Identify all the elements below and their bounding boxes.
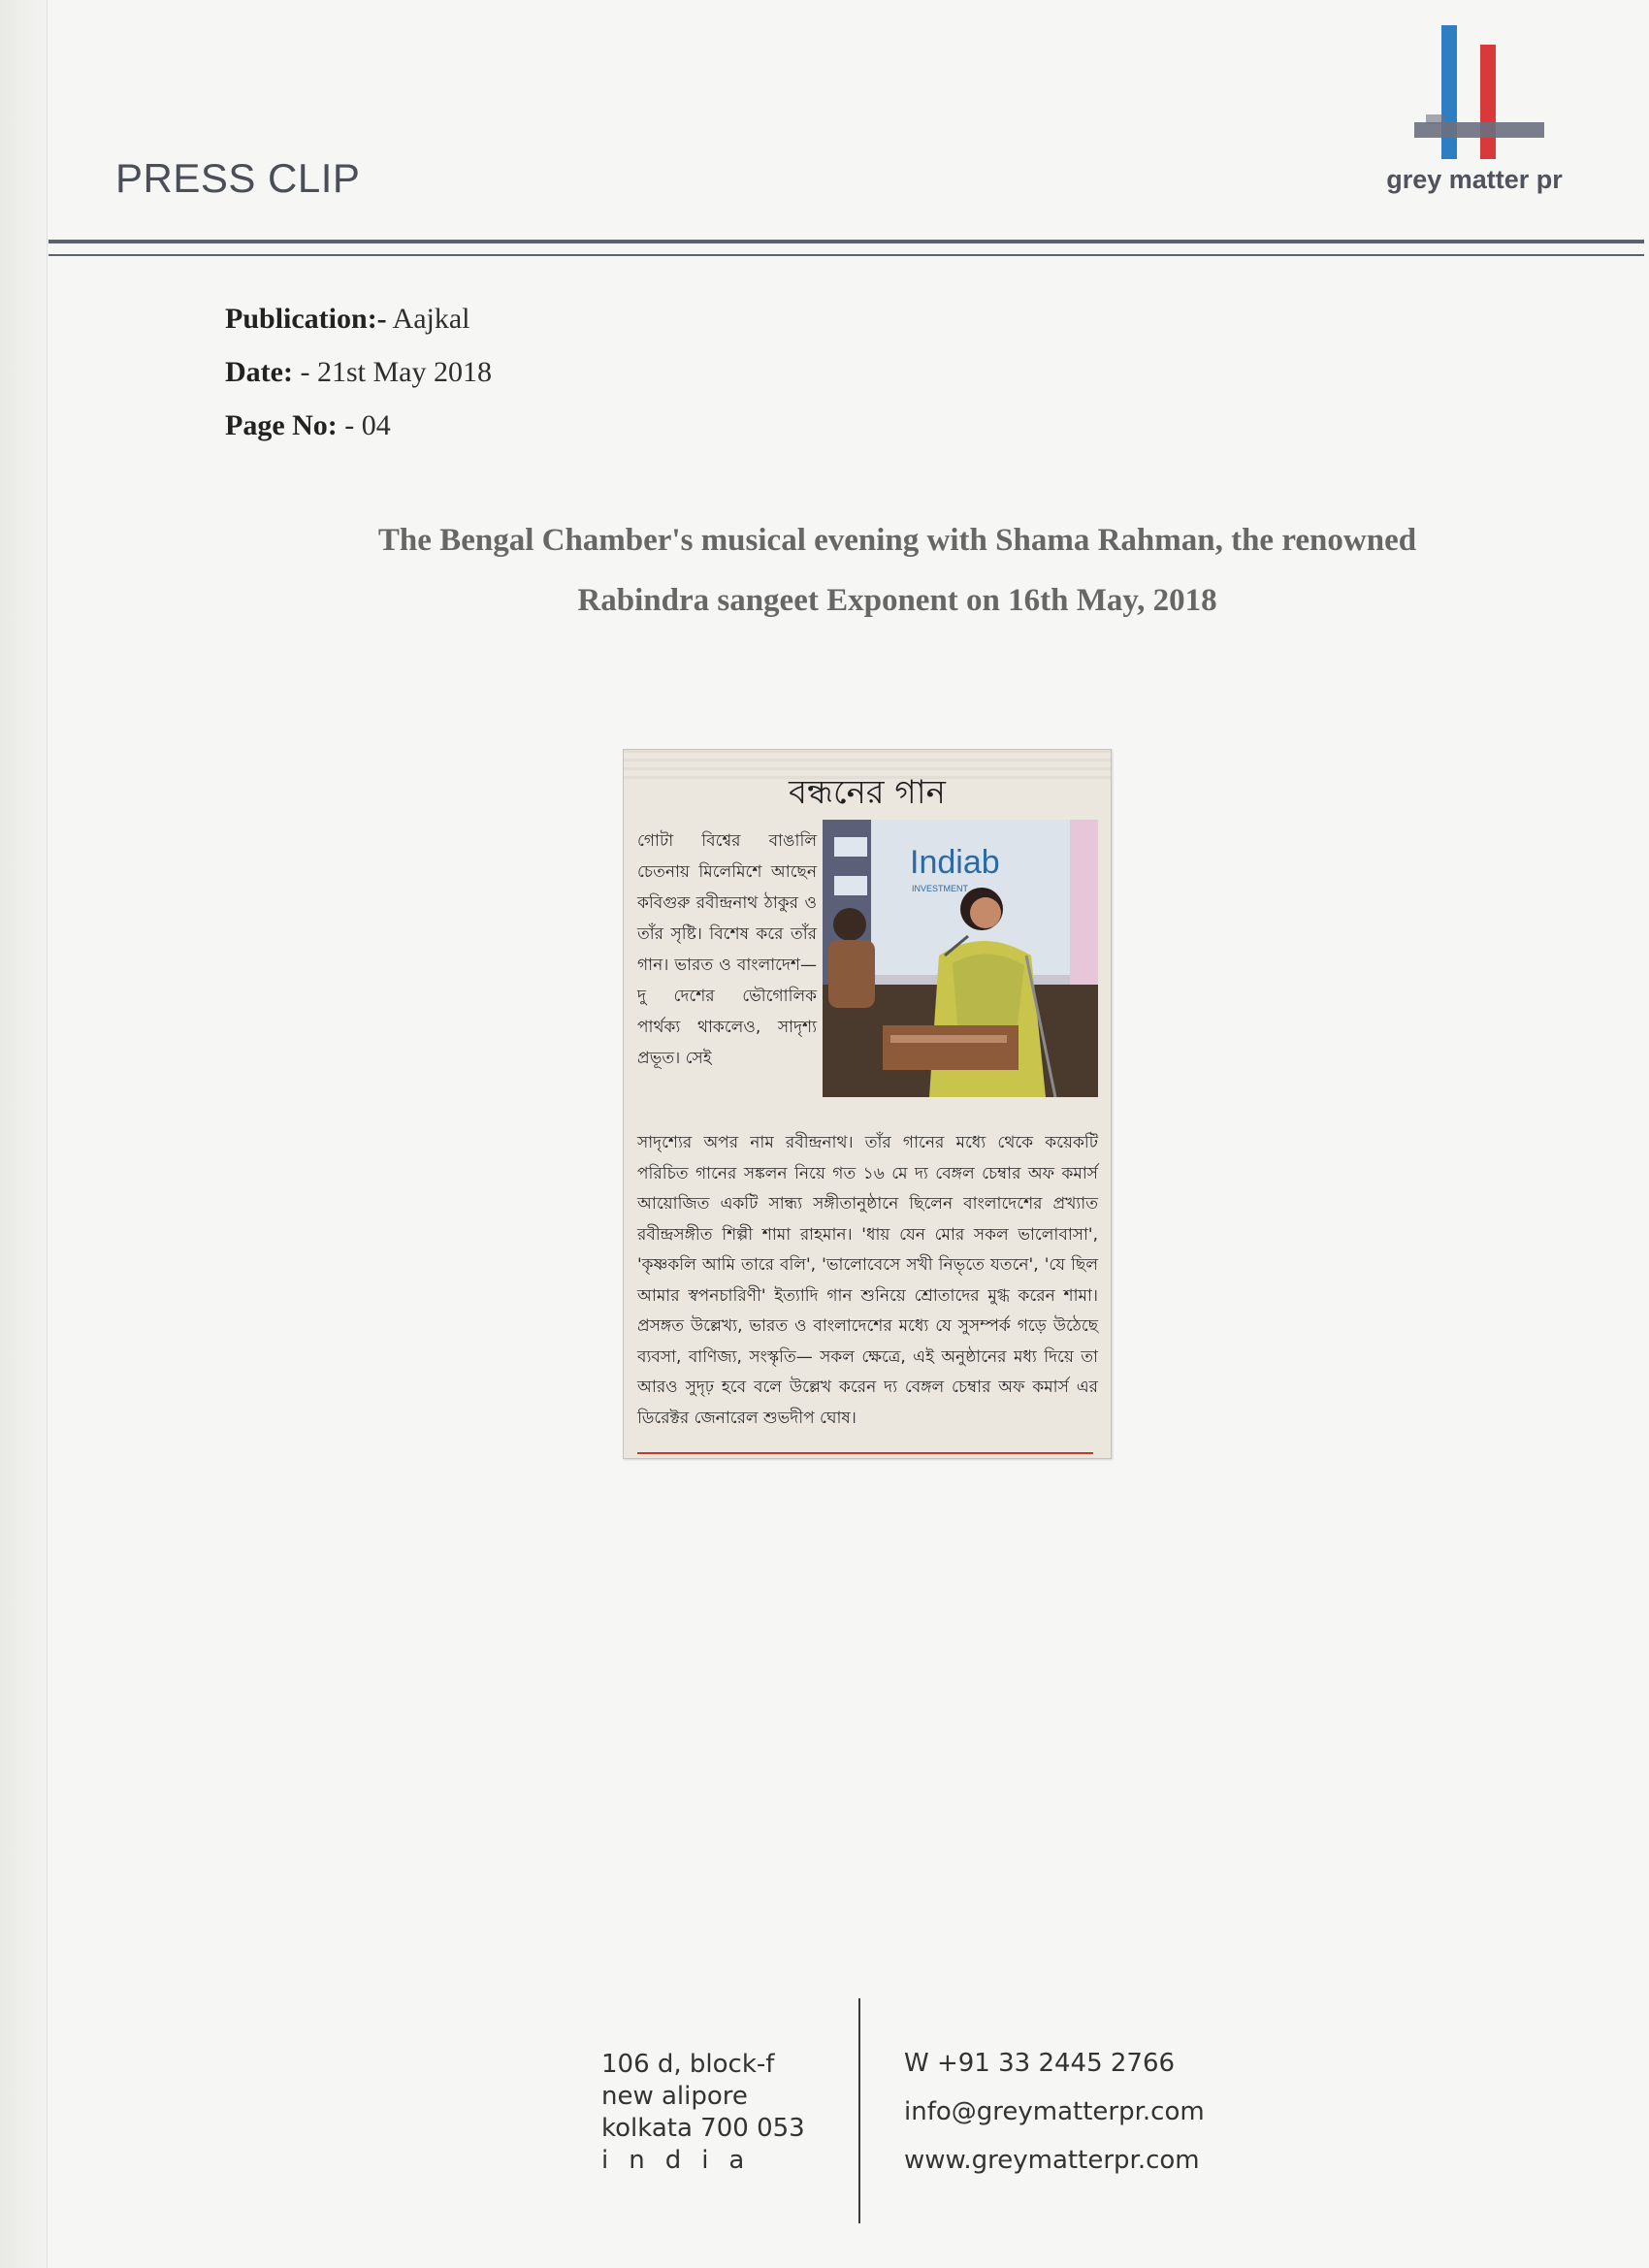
headline-line-1: The Bengal Chamber's musical evening with Shama Rahman, the renowned: [377, 523, 1417, 558]
clipping-column-text: গোটা বিশ্বের বাঙালি চেতনায় মিলেমিশে আছেন কবিগুরু রবীন্দ্রনাথ ঠাকুর ও তাঁর সৃষ্টি। বিশেষ করে তাঁর গান। ভারত ও বাংলাদেশ— দু দেশের ভৌগোলিক পার্থক্য থাকলেও, সাদৃশ্য প্রভূত। সেই: [637, 831, 817, 1068]
footer-phone: W +91 33 2445 2766: [904, 2049, 1176, 2078]
header-rule-thick: [48, 240, 1644, 243]
logo-mark-icon: [1377, 21, 1571, 167]
publication-value: Aajkal: [392, 303, 470, 335]
photo-banner-text: Indiab: [910, 844, 1000, 881]
publication-label: Publication:-: [225, 303, 387, 335]
date-line: [225, 356, 492, 389]
address-line-1: 106 d, block-f: [601, 2050, 775, 2079]
address-line-3: kolkata 700 053: [601, 2114, 805, 2143]
address-line-4: india: [601, 2146, 765, 2175]
footer-divider: [858, 1998, 860, 2223]
clipping-photo: [823, 820, 1098, 1097]
photo-banner-subtext: INVESTMENT: [912, 884, 969, 893]
date-label: Date:: [225, 356, 293, 388]
grey-matter-logo: [1377, 21, 1571, 201]
newspaper-clipping: [623, 749, 1112, 1459]
clip-headline: [155, 510, 1639, 631]
footer-website[interactable]: www.greymatterpr.com: [904, 2146, 1200, 2175]
page-title: PRESS CLIP: [115, 155, 361, 201]
clipping-underline: [637, 1452, 1093, 1454]
page-number-line: [225, 409, 391, 442]
logo-wordmark: grey matter pr: [1386, 165, 1563, 194]
footer-address: [601, 2049, 805, 2177]
performer-photo-image: [823, 820, 1098, 1097]
headline-line-2: Rabindra sangeet Exponent on 16th May, 2018: [577, 583, 1217, 618]
header-rule-thin: [48, 254, 1644, 256]
page-number-value: - 04: [344, 409, 391, 441]
page-number-label: Page No:: [225, 409, 338, 441]
address-line-2: new alipore: [601, 2082, 748, 2111]
scan-left-edge: [0, 0, 48, 2268]
date-value: - 21st May 2018: [300, 356, 492, 388]
footer-email[interactable]: info@greymatterpr.com: [904, 2097, 1205, 2126]
publication-line: [225, 303, 470, 336]
clipping-heading: বন্ধনের গান: [789, 773, 946, 812]
clipping-body-text: সাদৃশ্যের অপর নাম রবীন্দ্রনাথ। তাঁর গানের মধ্যে থেকে কয়েকটি পরিচিত গানের সঙ্কলন নিয়ে গত ১৬ মে দ্য বেঙ্গল চেম্বার অফ কমার্স আয়োজিত একটি সান্ধ্য সঙ্গীতানুষ্ঠানে ছিলেন বাংলাদেশের প্রখ্যাত রবীন্দ্রসঙ্গীত শিল্পী শামা রাহমান। 'ধায় যেন মোর সকল ভালোবাসা', 'কৃষ্ণকলি আমি তারে বলি', 'ভালোবেসে সখী নিভৃতে যতনে', 'যে ছিল আমার স্বপনচারিণী' ইত্যাদি গান শুনিয়ে শ্রোতাদের মুগ্ধ করেন শামা। প্রসঙ্গত উল্লেখ্য, ভারত ও বাংলাদেশের মধ্যে যে সুসম্পর্ক গড়ে উঠেছে ব্যবসা, বাণিজ্য, সংস্কৃতি— সকল ক্ষেত্রে, এই অনুষ্ঠানের মধ্য দিয়ে তা আরও সুদৃঢ় হবে বলে উল্লেখ করেন দ্য বেঙ্গল চেম্বার অফ কমার্স এর ডিরেক্টর জেনারেল শুভদীপ ঘোষ।: [637, 1133, 1098, 1428]
